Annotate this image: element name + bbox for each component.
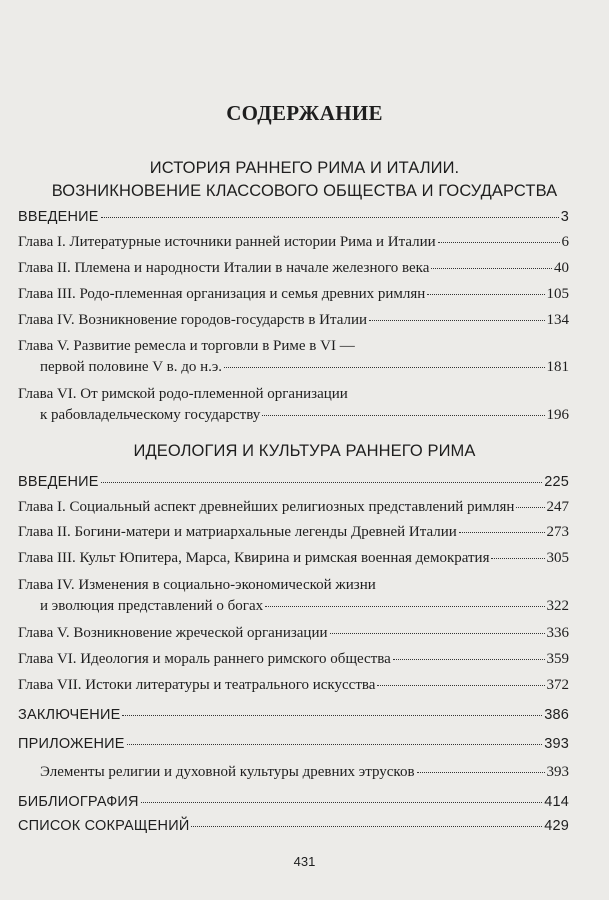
toc-entry-page: 3 bbox=[560, 209, 569, 225]
page-number: 431 bbox=[293, 854, 316, 869]
page-title: СОДЕРЖАНИЕ bbox=[226, 101, 383, 125]
dot-leader bbox=[262, 415, 544, 416]
dot-leader bbox=[377, 685, 544, 686]
toc-entry[interactable] bbox=[18, 233, 569, 251]
part2-heading: ИДЕОЛОГИЯ И КУЛЬТУРА РАННЕГО РИМА bbox=[133, 442, 476, 460]
dot-leader bbox=[369, 320, 544, 321]
part1-heading-line2: ВОЗНИКНОВЕНИЕ КЛАССОВОГО ОБЩЕСТВА И ГОСУДАРСТВА bbox=[51, 182, 558, 200]
toc-entry[interactable] bbox=[18, 259, 569, 277]
toc-entry-title: ВВЕДЕНИЕ bbox=[18, 209, 99, 225]
toc-entry[interactable] bbox=[18, 523, 569, 541]
dot-leader bbox=[265, 606, 544, 607]
toc-entry[interactable] bbox=[40, 406, 569, 424]
toc-entry-title: БИБЛИОГРАФИЯ bbox=[18, 794, 139, 810]
toc-entry-title: Глава II. Племена и народности Италии в начале железного века bbox=[18, 260, 430, 276]
toc-entry[interactable] bbox=[18, 549, 569, 567]
toc-entry-title-cont: к рабовладельческому государству bbox=[40, 407, 261, 423]
toc-entry-title: ВВЕДЕНИЕ bbox=[18, 474, 99, 490]
toc-entry-page: 429 bbox=[544, 818, 569, 834]
toc-entry[interactable] bbox=[18, 624, 569, 642]
toc-entry[interactable] bbox=[18, 498, 569, 516]
toc-entry-page: 393 bbox=[544, 736, 569, 752]
dot-leader bbox=[438, 242, 560, 243]
toc-entry-title[interactable]: Глава IV. Изменения в социально-экономической жизни bbox=[18, 577, 376, 593]
toc-entry-title: Глава III. Родо-племенная организация и семья древних римлян bbox=[18, 286, 426, 302]
toc-entry[interactable] bbox=[18, 650, 569, 668]
toc-entry-page: 414 bbox=[544, 794, 569, 810]
dot-leader bbox=[141, 802, 542, 803]
toc-entry-title: Глава I. Социальный аспект древнейших религиозных представлений римлян bbox=[18, 499, 515, 515]
toc-entry-page: 386 bbox=[544, 707, 569, 723]
toc-entry-page: 322 bbox=[546, 598, 569, 614]
toc-entry[interactable] bbox=[18, 676, 569, 694]
toc-entry[interactable] bbox=[18, 817, 569, 835]
toc-entry[interactable] bbox=[18, 285, 569, 303]
toc-entry[interactable] bbox=[18, 735, 569, 753]
toc-entry[interactable] bbox=[18, 706, 569, 724]
toc-entry-page: 181 bbox=[546, 359, 569, 375]
dot-leader bbox=[393, 659, 545, 660]
toc-entry-page: 273 bbox=[546, 524, 569, 540]
dot-leader bbox=[491, 558, 544, 559]
toc-entry-page: 6 bbox=[561, 234, 569, 250]
dot-leader bbox=[224, 367, 544, 368]
toc-entry-page: 305 bbox=[546, 550, 569, 566]
toc-entry-title: Глава II. Богини-матери и матриархальные легенды Древней Италии bbox=[18, 524, 457, 540]
toc-entry-title-cont: и эволюция представлений о богах bbox=[40, 598, 264, 614]
dot-leader bbox=[101, 482, 543, 483]
toc-entry[interactable] bbox=[40, 358, 569, 376]
toc-entry[interactable] bbox=[18, 208, 569, 226]
toc-entry[interactable] bbox=[18, 473, 569, 491]
toc-entry-title: Глава VII. Истоки литературы и театрального искусства bbox=[18, 677, 376, 693]
dot-leader bbox=[417, 772, 545, 773]
toc-entry-title: Глава IV. Возникновение городов-государств в Италии bbox=[18, 312, 368, 328]
toc-entry[interactable] bbox=[40, 763, 569, 781]
toc-entry-title: Глава III. Культ Юпитера, Марса, Квирина и римская военная демократия bbox=[18, 550, 490, 566]
toc-entry-title: Глава V. Возникновение жреческой организации bbox=[18, 625, 328, 641]
toc-entry-title[interactable]: Глава VI. От римской родо-племенной организации bbox=[18, 386, 348, 402]
toc-entry-page: 247 bbox=[546, 499, 569, 515]
toc-entry[interactable] bbox=[18, 311, 569, 329]
toc-entry-page: 336 bbox=[546, 625, 569, 641]
toc-entry-page: 134 bbox=[546, 312, 569, 328]
toc-entry-page: 372 bbox=[546, 677, 569, 693]
toc-entry-page: 196 bbox=[546, 407, 569, 423]
toc-entry-title: СПИСОК СОКРАЩЕНИЙ bbox=[18, 818, 190, 834]
toc-entry[interactable] bbox=[18, 793, 569, 811]
toc-entry-title: ЗАКЛЮЧЕНИЕ bbox=[18, 707, 121, 723]
toc-entry-page: 225 bbox=[544, 474, 569, 490]
toc-entry-title: ПРИЛОЖЕНИЕ bbox=[18, 736, 125, 752]
dot-leader bbox=[427, 294, 544, 295]
toc-entry[interactable] bbox=[40, 597, 569, 615]
part1-heading-line1: ИСТОРИЯ РАННЕГО РИМА И ИТАЛИИ. bbox=[149, 159, 460, 177]
dot-leader bbox=[459, 532, 545, 533]
dot-leader bbox=[431, 268, 552, 269]
toc-entry-title-cont: первой половине V в. до н.э. bbox=[40, 359, 223, 375]
toc-entry-title: Элементы религии и духовной культуры древних этрусков bbox=[40, 764, 415, 780]
dot-leader bbox=[101, 217, 559, 218]
dot-leader bbox=[122, 715, 542, 716]
dot-leader bbox=[191, 826, 542, 827]
toc-entry-page: 393 bbox=[546, 764, 569, 780]
toc-entry-title: Глава I. Литературные источники ранней истории Рима и Италии bbox=[18, 234, 436, 250]
dot-leader bbox=[330, 633, 545, 634]
dot-leader bbox=[516, 507, 544, 508]
toc-entry-page: 40 bbox=[554, 260, 569, 276]
toc-entry-page: 359 bbox=[546, 651, 569, 667]
toc-entry-page: 105 bbox=[546, 286, 569, 302]
dot-leader bbox=[127, 744, 543, 745]
toc-entry-title: Глава VI. Идеология и мораль раннего римского общества bbox=[18, 651, 391, 667]
toc-entry-title[interactable]: Глава V. Развитие ремесла и торговли в Риме в VI — bbox=[18, 338, 355, 354]
